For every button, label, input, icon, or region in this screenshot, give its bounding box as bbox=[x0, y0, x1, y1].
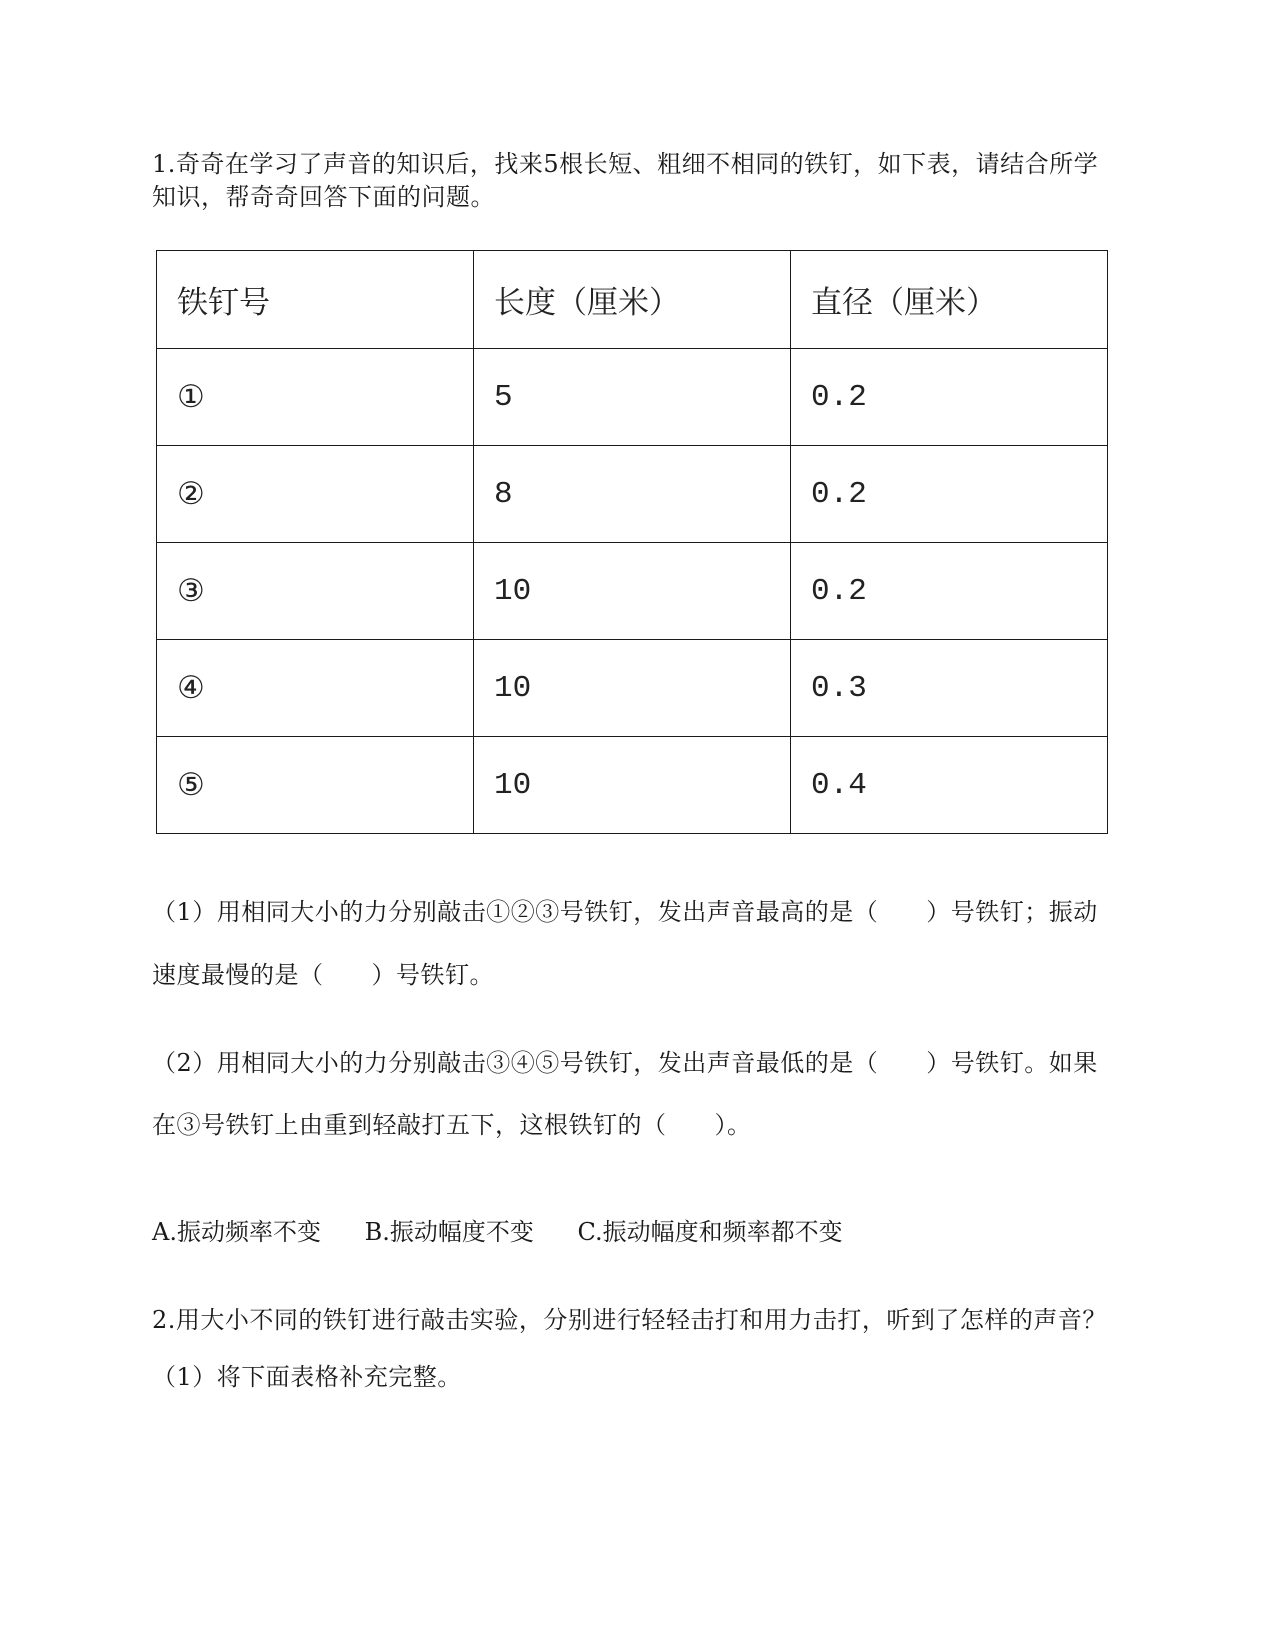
diameter-cell: 0.4 bbox=[791, 737, 1108, 834]
subquestion1-text-a: （1）用相同大小的力分别敲击①②③号铁钉，发出声音最高的是（ bbox=[152, 898, 879, 926]
option-c[interactable]: C.振动幅度和频率都不变 bbox=[577, 1218, 843, 1246]
subquestion1-text-c: 速度最慢的是（ bbox=[152, 961, 324, 989]
nail-id-cell bbox=[157, 737, 474, 834]
question2-line1: 2.用大小不同的铁钉进行敲击实验，分别进行轻轻击打和用力击打，听到了怎样的声音？ bbox=[152, 1306, 1107, 1334]
subquestion1-line1 bbox=[152, 892, 1127, 927]
nail-id: ④ bbox=[177, 670, 205, 706]
subquestion2-text-b: ）号铁钉。如果 bbox=[926, 1049, 1098, 1077]
subquestion1-text-d: ）号铁钉。 bbox=[371, 961, 494, 989]
subquestion2-text-a: （2）用相同大小的力分别敲击③④⑤号铁钉，发出声音最低的是（ bbox=[152, 1049, 879, 1077]
nail-id: ③ bbox=[177, 573, 205, 609]
option-b[interactable]: B.振动幅度不变 bbox=[364, 1218, 534, 1246]
table-row bbox=[157, 737, 1108, 834]
nail-id-cell bbox=[157, 640, 474, 737]
table-row bbox=[157, 349, 1108, 446]
table-header-row bbox=[157, 251, 1108, 349]
nail-id: ⑤ bbox=[177, 767, 205, 803]
nail-id-cell bbox=[157, 349, 474, 446]
answer-options bbox=[152, 1212, 879, 1247]
subquestion2-line2 bbox=[152, 1105, 1127, 1140]
length-cell: 10 bbox=[474, 543, 791, 640]
diameter-cell: 0.3 bbox=[791, 640, 1108, 737]
subquestion2-line1 bbox=[152, 1043, 1127, 1078]
length-cell: 8 bbox=[474, 446, 791, 543]
subquestion2-text-d: ）。 bbox=[714, 1111, 752, 1139]
option-a[interactable]: A.振动频率不变 bbox=[152, 1218, 321, 1246]
table-row bbox=[157, 640, 1108, 737]
subquestion1-text-b: ）号铁钉；振动 bbox=[926, 898, 1098, 926]
header-length: 长度（厘米） bbox=[474, 251, 791, 349]
length-cell: 10 bbox=[474, 640, 791, 737]
question1-intro-line1: 1.奇奇在学习了声音的知识后，找来5根长短、粗细不相同的铁钉，如下表，请结合所学 bbox=[152, 150, 1099, 178]
table-row bbox=[157, 543, 1108, 640]
header-nail-number: 铁钉号 bbox=[157, 251, 474, 349]
subquestion2-text-c: 在③号铁钉上由重到轻敲打五下，这根铁钉的（ bbox=[152, 1111, 667, 1139]
diameter-cell: 0.2 bbox=[791, 543, 1108, 640]
nail-table bbox=[156, 250, 1108, 834]
nail-id-cell bbox=[157, 543, 474, 640]
header-diameter: 直径（厘米） bbox=[791, 251, 1108, 349]
nail-id-cell bbox=[157, 446, 474, 543]
diameter-cell: 0.2 bbox=[791, 349, 1108, 446]
nail-id: ② bbox=[177, 476, 205, 512]
length-cell: 10 bbox=[474, 737, 791, 834]
question1-intro-line2: 知识，帮奇奇回答下面的问题。 bbox=[152, 183, 495, 211]
nail-id: ① bbox=[177, 379, 205, 415]
subquestion1-line2 bbox=[152, 955, 1127, 990]
table-row bbox=[157, 446, 1108, 543]
length-cell: 5 bbox=[474, 349, 791, 446]
question1-intro bbox=[152, 148, 1122, 214]
question2-line2: （1）将下面表格补充完整。 bbox=[152, 1363, 462, 1391]
diameter-cell: 0.2 bbox=[791, 446, 1108, 543]
